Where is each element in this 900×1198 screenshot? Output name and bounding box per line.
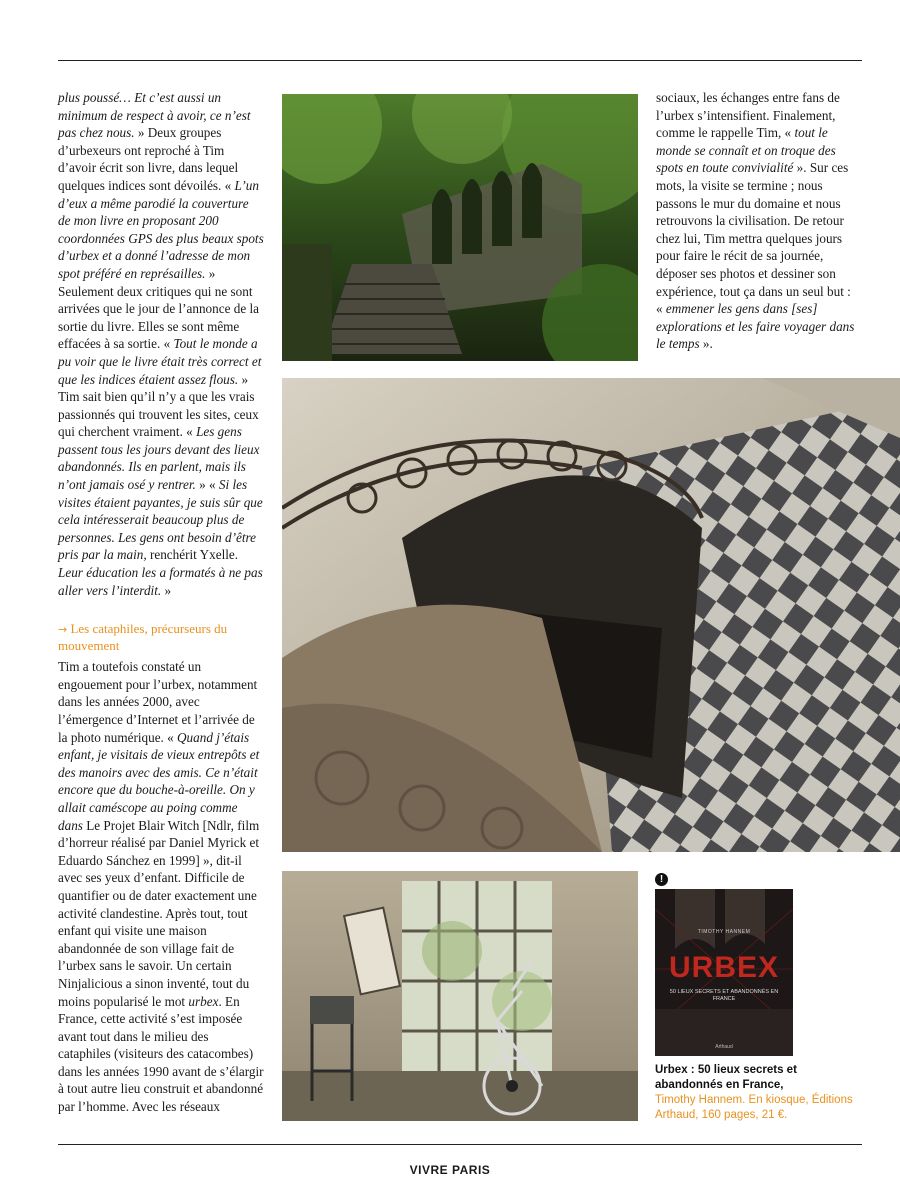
italic-text-run: Si les visites étaient payantes, je suis sûr que cela intéresserait beaucoup plus de personnes. Les gens ont besoin d’être pris par la main, [58, 477, 263, 563]
italic-text-run: Les gens passent tous les jours devant des lieux abandonnés. Ils en parlent, mais ils n’ont jamais osé y rentrer. [58, 424, 260, 493]
left-paragraph-2 [58, 658, 264, 1115]
italic-text-run: Tout le monde a pu voir que le livre était très correct et que les indices étaient assez flous. [58, 336, 262, 387]
right-text-column [656, 89, 860, 353]
book-cover-subtitle: 50 LIEUX SECRETS ET ABANDONNÉS EN FRANCE [669, 989, 779, 1002]
book-cover-publisher: Arthaud [715, 1044, 733, 1050]
book-caption [655, 1063, 860, 1123]
photo-abandoned-room-bike [282, 871, 638, 1121]
italic-text-run: Quand j’étais enfant, je visitais de vieux entrepôts et des manoirs avec des amis. Ce n’était encore que du bouche-à-oreille. On y allait caméscope au poing comme dans [58, 729, 260, 833]
text-run: renchérit Yxelle. [146, 547, 239, 563]
italic-text-run: tout le monde se connaît et on troque des spots en toute convivialité [656, 125, 836, 176]
info-icon: ! [655, 873, 668, 886]
text-run: ». [699, 336, 713, 352]
text-run: ». Sur ces mots, la visite se termine ; nous passons le mur du domaine et nous retrouvons la civilisation. De retour chez lui, Tim mettra quelques jours pour faire le récit de sa journée, déposer ses photos et dessiner son expérience, tout ça dans un seul but : « [656, 160, 851, 317]
photo-overgrown-staircase [282, 94, 638, 361]
italic-text-run: Leur éducation les a formatés à ne pas aller vers l’interdit. [58, 565, 263, 598]
bottom-rule [58, 1144, 862, 1145]
book-caption-details: Timothy Hannem. En kiosque, Éditions Arthaud, 160 pages, 21 €. [655, 1094, 853, 1121]
italic-text-run: urbex [188, 993, 219, 1009]
text-run: » Seulement deux critiques qui ne sont arrivées que le jour de l’annonce de la sortie du livre. Elles se sont même effacées à sa sortie. « [58, 265, 260, 352]
right-paragraph-1 [656, 89, 860, 353]
book-cover-title: URBEX [668, 951, 779, 984]
text-run: Tim a toutefois constaté un engouement pour l’urbex, notamment dans les années 2000, avec l’émergence d’Internet et l’arrivée de la photo numérique. « [58, 659, 258, 745]
text-run: » Deux groupes d’urbexeurs ont reproché à Tim d’avoir écrit son livre, dans lequel quelques indices sont dévoilés. « [58, 125, 239, 193]
italic-text-run: emmener les gens dans [ses] explorations et les faire voyager dans le temps [656, 301, 855, 352]
italic-text-run: plus poussé… Et c’est aussi un minimum de respect à avoir, ce n’est pas chez nous. [58, 90, 251, 141]
text-run: sociaux, les échanges entre fans de l’urbex s’intensifient. Finalement, comme le rappelle Tim, « [656, 90, 840, 141]
text-run: » Tim sait bien qu’il n’y a que les vrais passionnés qui trouvent les sites, ceux qui cherchent vraiment. « [58, 371, 259, 440]
book-cover [655, 889, 793, 1056]
text-run: Le Projet Blair Witch [Ndlr, film d’horreur réalisé par Daniel Myrick et Eduardo Sánchez en 1999] », dit-il avec ses yeux d’enfant. Difficile de quantifier ou de dater exactement une activité clandestine. Après tout, tout enfant qui visite une maison abandonnée de son village fait de l’urbex sans le savoir. Un certain Ninjalicious a sinon inventé, tout du moins popularisé le mot [58, 817, 260, 1009]
text-run: . En France, cette activité s’est imposée avant tout dans le milieu des cataphiles (visiteurs des catacombes) dans les années 1990 avant de s’élargir à tout autre lieu construit et abandonné par l’homme. Avec les réseaux [58, 993, 264, 1115]
subhead-text: Les cataphiles, précurseurs du mouvement [58, 621, 228, 654]
left-paragraph-1 [58, 89, 264, 599]
book-caption-title: Urbex : 50 lieux secrets et abandonnés en France, [655, 1064, 797, 1091]
arrow-icon: → [58, 623, 68, 637]
top-rule [58, 60, 862, 61]
text-run: » [161, 582, 172, 598]
left-text-column [58, 89, 264, 1116]
section-subhead [58, 621, 264, 654]
footer-magazine-name: VIVRE PARIS [409, 1163, 491, 1177]
book-cover-author: TIMOTHY HANNEM [697, 929, 751, 935]
photo-iron-staircase-checkered-floor [282, 378, 900, 852]
text-run: » « [195, 477, 219, 493]
italic-text-run: L’un d’eux a même parodié la couverture de mon livre en proposant 200 coordonnées GPS des plus beaux spots d’urbex et a donné l’adresse de mon spot préféré en représailles. [58, 177, 264, 281]
